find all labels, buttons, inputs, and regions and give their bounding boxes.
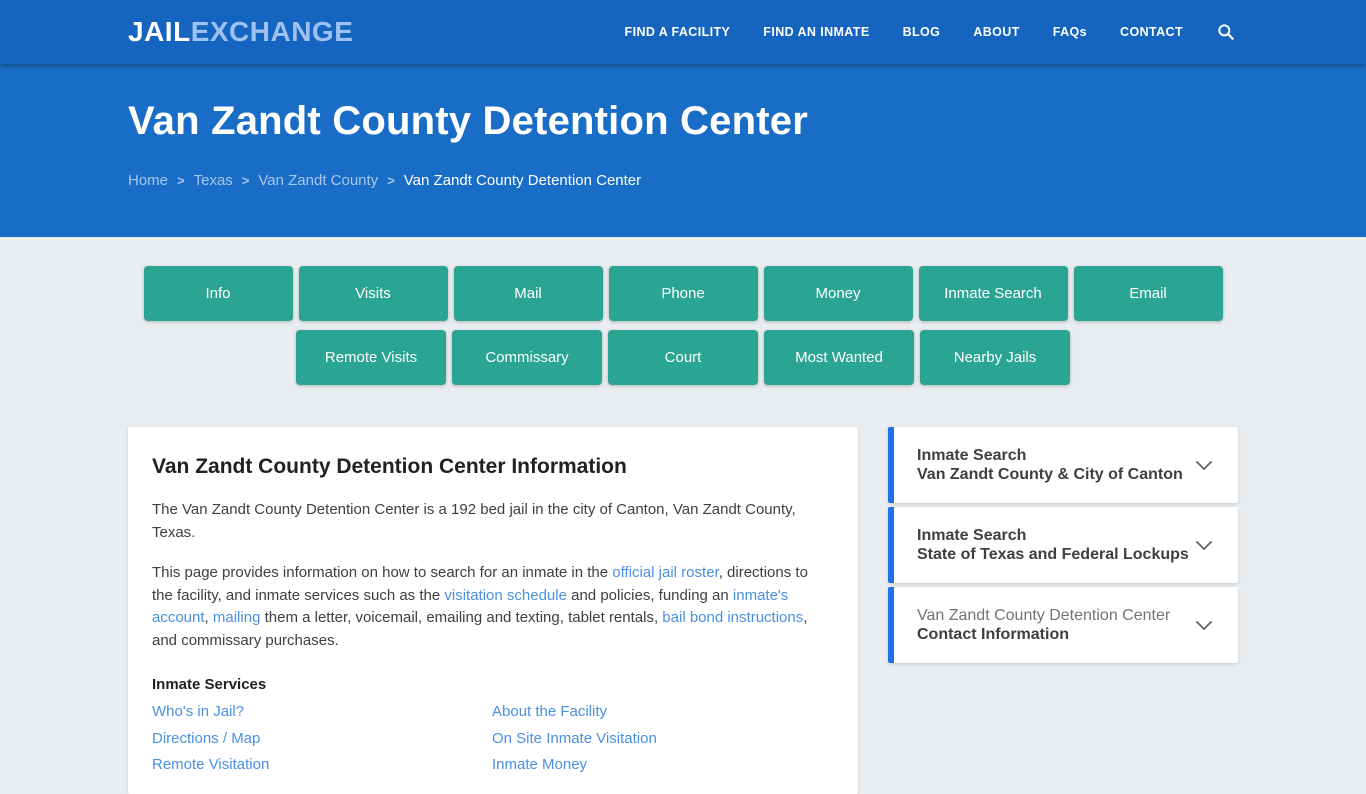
logo-exchange: EXCHANGE bbox=[190, 16, 354, 47]
logo-jail: JAIL bbox=[128, 16, 191, 47]
quicknav-money-button[interactable]: Money bbox=[764, 266, 913, 321]
quicknav-commissary-button[interactable]: Commissary bbox=[452, 330, 602, 385]
sidebar-card-van-zandt-county-city-of-canton[interactable] bbox=[888, 427, 1238, 503]
breadcrumb-separator-icon: > bbox=[387, 173, 395, 188]
nav-item-contact[interactable]: CONTACT bbox=[1120, 25, 1183, 39]
text-segment: , bbox=[204, 609, 213, 626]
service-link-who-s-in-jail[interactable]: Who's in Jail? bbox=[152, 703, 245, 720]
link-official-jail-roster[interactable]: official jail roster bbox=[612, 564, 719, 581]
breadcrumb-home[interactable]: Home bbox=[128, 172, 169, 189]
breadcrumb bbox=[128, 172, 1238, 189]
link-mailing[interactable]: mailing bbox=[212, 609, 261, 626]
link-inmate-s-account[interactable]: inmate's account bbox=[152, 586, 789, 626]
sidebar-card-text bbox=[917, 446, 1183, 485]
site-logo[interactable] bbox=[128, 16, 353, 48]
quicknav-remote-visits-button[interactable]: Remote Visits bbox=[296, 330, 446, 385]
service-link-remote-visitation[interactable]: Remote Visitation bbox=[152, 756, 270, 773]
intro-paragraph-1: The Van Zandt County Detention Center is a 192 bed jail in the city of Canton, Van Zandt County, Texas. bbox=[152, 501, 796, 541]
quicknav-phone-button[interactable]: Phone bbox=[609, 266, 758, 321]
services-col-right bbox=[492, 703, 657, 774]
inmate-services-links bbox=[152, 703, 818, 774]
breadcrumb-separator-icon: > bbox=[177, 173, 185, 188]
breadcrumb-van-zandt-county[interactable]: Van Zandt County bbox=[258, 172, 379, 189]
sidebar-card-line1: Inmate Search bbox=[917, 446, 1027, 464]
sidebar-card-line1: Inmate Search bbox=[917, 526, 1027, 544]
top-bar bbox=[0, 0, 1366, 64]
quicknav-mail-button[interactable]: Mail bbox=[454, 266, 603, 321]
sidebar bbox=[888, 427, 1238, 663]
quicknav-row1 bbox=[128, 266, 1238, 321]
text-segment: , and commissary purchases. bbox=[152, 609, 808, 649]
quicknav-info-button[interactable]: Info bbox=[144, 266, 293, 321]
nav-item-find-an-inmate[interactable]: FIND AN INMATE bbox=[763, 25, 870, 39]
quicknav-nearby-jails-button[interactable]: Nearby Jails bbox=[920, 330, 1070, 385]
link-visitation-schedule[interactable]: visitation schedule bbox=[444, 586, 567, 604]
page-title: Van Zandt County Detention Center bbox=[128, 99, 808, 143]
quicknav-buttons bbox=[0, 266, 1366, 385]
service-link-inmate-money[interactable]: Inmate Money bbox=[492, 756, 588, 773]
quicknav-most-wanted-button[interactable]: Most Wanted bbox=[764, 330, 914, 385]
chevron-down-icon bbox=[1192, 613, 1216, 637]
service-link-directions-map[interactable]: Directions / Map bbox=[152, 729, 261, 747]
sidebar-card-line1: Van Zandt County Detention Center bbox=[917, 606, 1171, 624]
breadcrumb-van-zandt-county-detention-center: Van Zandt County Detention Center bbox=[403, 172, 642, 189]
breadcrumb-texas[interactable]: Texas bbox=[193, 172, 233, 189]
chevron-down-icon bbox=[1192, 453, 1216, 477]
sidebar-card-line2: Contact Information bbox=[917, 626, 1069, 643]
service-link-on-site-inmate-visitation[interactable]: On Site Inmate Visitation bbox=[492, 729, 657, 747]
quicknav-inmate-search-button[interactable]: Inmate Search bbox=[919, 266, 1068, 321]
nav-item-find-a-facility[interactable]: FIND A FACILITY bbox=[624, 25, 731, 39]
quicknav-row2 bbox=[128, 330, 1238, 385]
link-bail-bond-instructions[interactable]: bail bond instructions bbox=[662, 609, 804, 626]
sidebar-card-text bbox=[917, 526, 1189, 565]
text-segment: This page provides information on how to search for an inmate in the bbox=[152, 564, 613, 581]
text-segment: , directions to the facility, and inmate services such as the bbox=[152, 564, 808, 604]
nav-item-about[interactable]: ABOUT bbox=[973, 25, 1020, 39]
inmate-services-heading: Inmate Services bbox=[152, 676, 267, 693]
sidebar-card-contact-information[interactable] bbox=[888, 587, 1238, 663]
main-nav bbox=[625, 25, 1183, 39]
text-segment: and policies, funding an bbox=[566, 586, 733, 604]
chevron-down-icon bbox=[1192, 533, 1216, 557]
content-area bbox=[0, 427, 1366, 794]
intro-paragraph-2 bbox=[152, 562, 818, 652]
nav-item-blog[interactable]: BLOG bbox=[902, 25, 941, 39]
nav-item-faqs[interactable]: FAQs bbox=[1052, 25, 1088, 39]
info-heading: Van Zandt County Detention Center Information bbox=[152, 455, 627, 478]
hero-section bbox=[0, 64, 1366, 237]
sidebar-card-line2: State of Texas and Federal Lockups bbox=[917, 546, 1189, 563]
search-icon[interactable] bbox=[1216, 22, 1236, 42]
services-col-left bbox=[152, 703, 492, 774]
service-link-about-the-facility[interactable]: About the Facility bbox=[492, 703, 608, 720]
breadcrumb-separator-icon: > bbox=[241, 173, 250, 188]
sidebar-card-line2: Van Zandt County & City of Canton bbox=[917, 466, 1183, 483]
text-segment: them a letter, voicemail, emailing and texting, tablet rentals, bbox=[260, 609, 663, 626]
sidebar-card-state-of-texas-and-federal-lockups[interactable] bbox=[888, 507, 1238, 583]
facility-info-card bbox=[128, 427, 858, 794]
quicknav-court-button[interactable]: Court bbox=[608, 330, 758, 385]
sidebar-card-text bbox=[917, 606, 1170, 645]
quicknav-visits-button[interactable]: Visits bbox=[299, 266, 448, 321]
quicknav-email-button[interactable]: Email bbox=[1074, 266, 1223, 321]
